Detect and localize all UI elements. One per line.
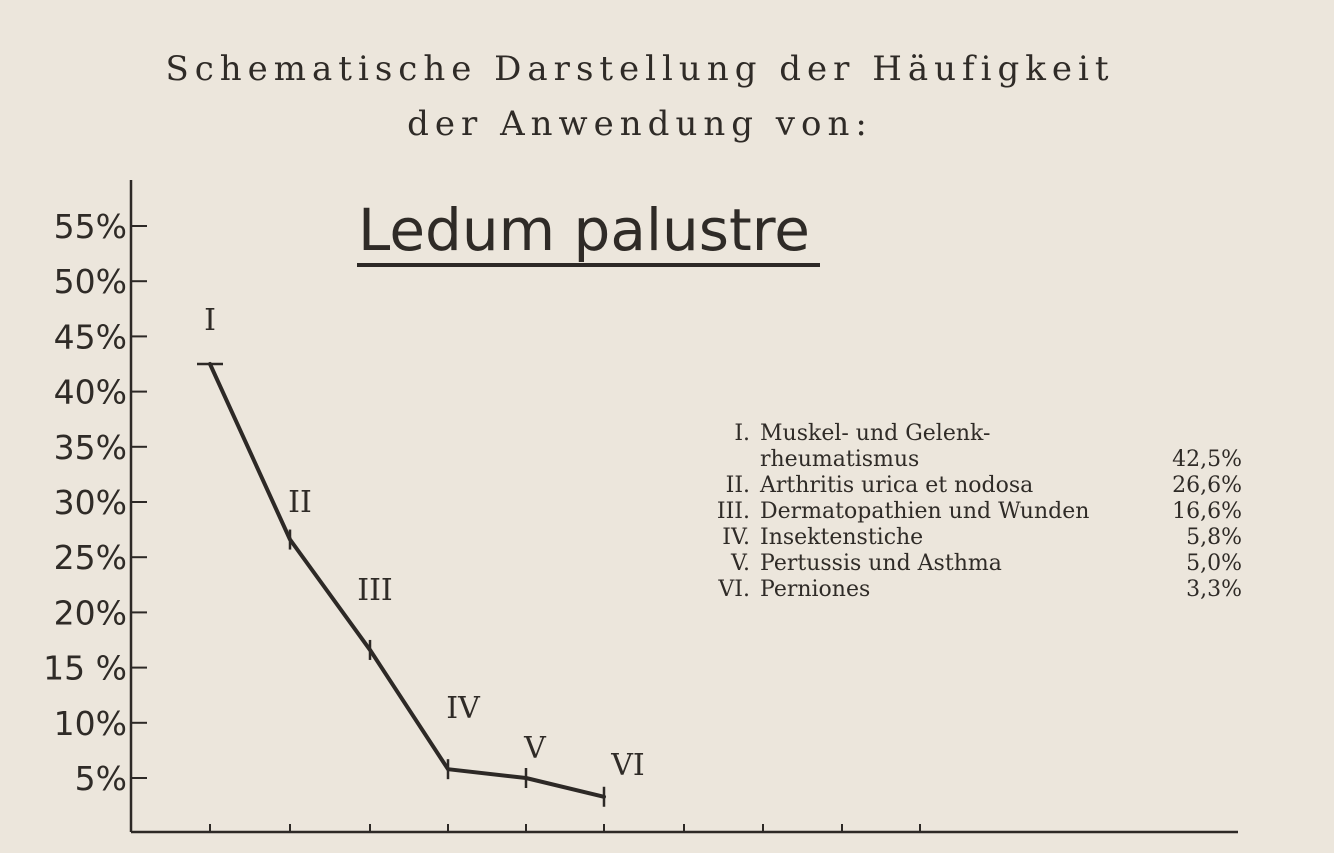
legend-numeral: II. xyxy=(725,473,750,498)
legend-label: Perniones xyxy=(760,577,871,602)
category-labels xyxy=(204,303,645,783)
legend-numeral: V. xyxy=(730,551,750,576)
category-label: IV xyxy=(446,691,480,726)
legend-label: Dermatopathien und Wunden xyxy=(760,499,1090,524)
legend-numeral: VI. xyxy=(718,577,750,602)
y-tick-label: 55% xyxy=(53,207,127,246)
y-tick-label: 35% xyxy=(53,427,127,467)
category-label: III xyxy=(357,573,393,608)
legend-value: 5,0% xyxy=(1186,551,1242,576)
legend-value: 16,6% xyxy=(1172,499,1242,524)
y-tick-label: 5% xyxy=(74,759,127,798)
category-label: VI xyxy=(611,748,645,783)
y-tick-label: 50% xyxy=(53,262,127,302)
category-label: I xyxy=(204,303,216,338)
legend-label: Muskel- und Gelenk- xyxy=(760,421,991,446)
category-label: V xyxy=(524,731,546,766)
y-tick-label: 15 % xyxy=(43,648,127,688)
y-tick-label: 20% xyxy=(53,593,127,633)
header-line-2: der Anwendung von: xyxy=(407,104,873,144)
legend-label: Insektenstiche xyxy=(760,525,924,550)
legend-value: 5,8% xyxy=(1186,525,1242,550)
header-line-1: Schematische Darstellung der Häufigkeit xyxy=(165,49,1115,89)
y-tick-label: 40% xyxy=(53,372,127,412)
y-tick-label: 30% xyxy=(53,483,127,522)
legend-label: Arthritis urica et nodosa xyxy=(760,473,1034,498)
legend-value: 42,5% xyxy=(1172,447,1242,472)
chart-title: Ledum palustre xyxy=(358,196,810,264)
y-tick-label: 45% xyxy=(53,317,127,357)
legend-numeral: III. xyxy=(716,499,750,524)
legend-numeral: IV. xyxy=(722,525,750,550)
legend xyxy=(717,421,1242,602)
y-tick-label: 10% xyxy=(53,703,127,743)
legend-label: Pertussis und Asthma xyxy=(760,551,1002,576)
legend-numeral: I. xyxy=(734,421,750,446)
legend-value: 3,3% xyxy=(1186,577,1242,602)
category-label: II xyxy=(288,485,312,520)
y-tick-label: 25% xyxy=(53,538,127,578)
legend-value: 26,6% xyxy=(1172,473,1242,498)
legend-label-continued: rheumatismus xyxy=(760,447,920,472)
